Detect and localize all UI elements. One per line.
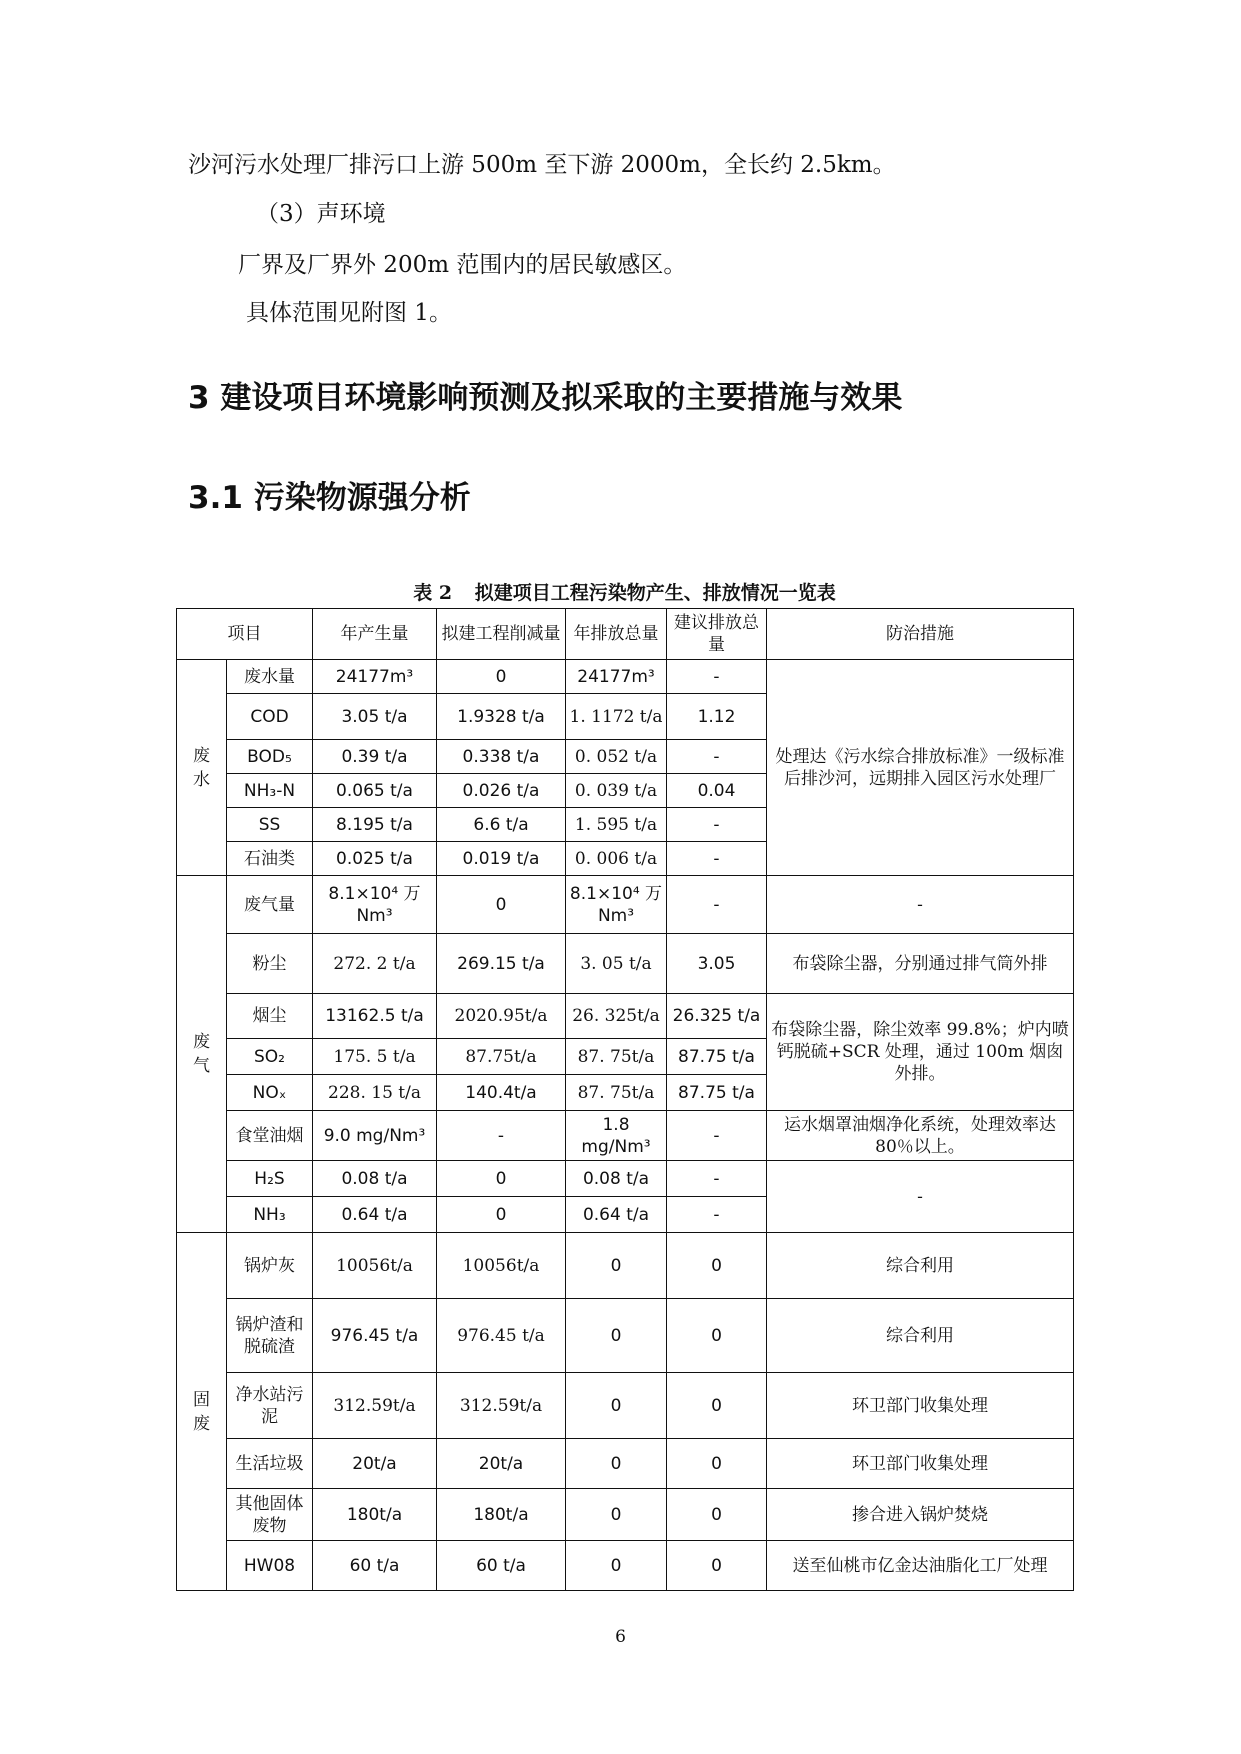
cell: 0 [566,1299,667,1373]
cell: 976.45 t/a [313,1299,437,1373]
cell: 0 [437,1197,566,1233]
gas-measure-kitchen: 运水烟罩油烟净化系统，处理效率达 80％以上。 [767,1111,1074,1161]
cell: - [667,842,767,876]
cell: 10056t/a [313,1233,437,1299]
group-solid-waste: 固废 [177,1233,227,1591]
cell: 掺合进入锅炉焚烧 [767,1489,1074,1541]
cell: 0 [667,1541,767,1591]
cell: 175. 5 t/a [313,1039,437,1075]
cell: HW08 [227,1541,313,1591]
cell: BOD₅ [227,740,313,774]
cell: 0 [566,1233,667,1299]
cell: 送至仙桃市亿金达油脂化工厂处理 [767,1541,1074,1591]
cell: 10056t/a [437,1233,566,1299]
cell: 140.4t/a [437,1075,566,1111]
cell: 312.59t/a [313,1373,437,1439]
cell: - [667,660,767,694]
cell: SO₂ [227,1039,313,1075]
cell: 0.64 t/a [566,1197,667,1233]
table-header-row [177,609,1074,660]
cell: 269.15 t/a [437,934,566,994]
table-row [177,1111,1074,1161]
cell: 0 [566,1489,667,1541]
cell: - [667,876,767,934]
cell: 1. 595 t/a [566,808,667,842]
table-row [177,994,1074,1039]
cell: 1.12 [667,694,767,740]
pollutant-table [176,608,1074,1591]
cell: 0.39 t/a [313,740,437,774]
gas-measure-exhaust: - [767,876,1074,934]
cell: 综合利用 [767,1233,1074,1299]
cell: - [667,1111,767,1161]
cell: 228. 15 t/a [313,1075,437,1111]
cell: - [667,1161,767,1197]
cell: 180t/a [313,1489,437,1541]
cell: 0 [667,1439,767,1489]
page-number: 6 [615,1627,626,1647]
cell: 0.08 t/a [313,1161,437,1197]
cell: 0.08 t/a [566,1161,667,1197]
table-row [177,1541,1074,1591]
cell: 3.05 t/a [313,694,437,740]
cell: 87. 75t/a [566,1039,667,1075]
header-annual-emission: 年排放总量 [566,609,667,660]
table-row [177,1161,1074,1197]
cell: 1.9328 t/a [437,694,566,740]
section-heading: 3 建设项目环境影响预测及拟采取的主要措施与效果 [188,380,903,416]
cell: 0 [667,1233,767,1299]
cell: 综合利用 [767,1299,1074,1373]
cell: 废气量 [227,876,313,934]
cell: 272. 2 t/a [313,934,437,994]
cell: 87.75t/a [437,1039,566,1075]
cell: 其他固体废物 [227,1489,313,1541]
header-item: 项目 [177,609,313,660]
cell: 0.019 t/a [437,842,566,876]
cell: 石油类 [227,842,313,876]
cell: 3. 05 t/a [566,934,667,994]
cell: H₂S [227,1161,313,1197]
gas-measure-boiler: 布袋除尘器，除尘效率 99.8%；炉内喷钙脱硫+SCR 处理，通过 100m 烟囱外排。 [767,994,1074,1111]
paragraph-1: 沙河污水处理厂排污口上游 500m 至下游 2000m，全长约 2.5km。 [188,152,896,178]
table-caption [176,580,1073,606]
cell: 24177m³ [566,660,667,694]
cell: 0 [566,1439,667,1489]
cell: 1. 1172 t/a [566,694,667,740]
cell: 13162.5 t/a [313,994,437,1039]
wastewater-measure: 处理达《污水综合排放标准》一级标准后排沙河，远期排入园区污水处理厂 [767,660,1074,876]
cell: 87.75 t/a [667,1075,767,1111]
table-row [177,660,1074,694]
cell: 60 t/a [437,1541,566,1591]
cell: 粉尘 [227,934,313,994]
cell: 锅炉灰 [227,1233,313,1299]
paragraph-3: 厂界及厂界外 200m 范围内的居民敏感区。 [238,252,687,278]
cell: 9.0 mg/Nm³ [313,1111,437,1161]
cell: NH₃-N [227,774,313,808]
cell: - [667,1197,767,1233]
cell: 0.026 t/a [437,774,566,808]
cell: 食堂油烟 [227,1111,313,1161]
cell: 312.59t/a [437,1373,566,1439]
cell: 0. 039 t/a [566,774,667,808]
cell: 0. 006 t/a [566,842,667,876]
cell: - [667,808,767,842]
cell: 0.065 t/a [313,774,437,808]
cell: 废水量 [227,660,313,694]
cell: 0.338 t/a [437,740,566,774]
cell: 0 [566,1541,667,1591]
table-row [177,1439,1074,1489]
table-row [177,876,1074,934]
cell: 6.6 t/a [437,808,566,842]
cell: 60 t/a [313,1541,437,1591]
cell: 净水站污泥 [227,1373,313,1439]
cell: 0.64 t/a [313,1197,437,1233]
group-waste-gas: 废气 [177,876,227,1233]
cell: 0 [437,660,566,694]
cell: 0.025 t/a [313,842,437,876]
cell: 0 [667,1373,767,1439]
cell: 87.75 t/a [667,1039,767,1075]
cell: 烟尘 [227,994,313,1039]
cell: 8.195 t/a [313,808,437,842]
paragraph-4: 具体范围见附图 1。 [246,300,452,326]
cell: 0 [566,1373,667,1439]
cell: 26.325 t/a [667,994,767,1039]
cell: 生活垃圾 [227,1439,313,1489]
cell: 3.05 [667,934,767,994]
subsection-heading: 3.1 污染物源强分析 [188,480,471,516]
cell: 24177m³ [313,660,437,694]
cell: 87. 75t/a [566,1075,667,1111]
cell: 1.8 mg/Nm³ [566,1111,667,1161]
cell: 锅炉渣和脱硫渣 [227,1299,313,1373]
paragraph-2: （3）声环境 [256,201,386,227]
cell: 0 [667,1299,767,1373]
cell: 0 [437,1161,566,1197]
header-control-measures: 防治措施 [767,609,1074,660]
table-row [177,1489,1074,1541]
cell: 0. 052 t/a [566,740,667,774]
table-row [177,1233,1074,1299]
cell: 环卫部门收集处理 [767,1373,1074,1439]
cell: 2020.95t/a [437,994,566,1039]
cell: NH₃ [227,1197,313,1233]
group-wastewater: 废水 [177,660,227,876]
cell: 20t/a [313,1439,437,1489]
cell: - [437,1111,566,1161]
cell: COD [227,694,313,740]
gas-measure-odor: - [767,1161,1074,1233]
table-row [177,1373,1074,1439]
cell: NOₓ [227,1075,313,1111]
cell: 180t/a [437,1489,566,1541]
header-annual-production: 年产生量 [313,609,437,660]
header-reduction: 拟建工程削减量 [437,609,566,660]
cell: 0 [437,876,566,934]
cell: 26. 325t/a [566,994,667,1039]
cell: 0.04 [667,774,767,808]
table-row [177,1299,1074,1373]
cell: 环卫部门收集处理 [767,1439,1074,1489]
gas-measure-dust: 布袋除尘器，分别通过排气筒外排 [767,934,1074,994]
cell: SS [227,808,313,842]
table-caption-label: 表 2 [413,582,453,604]
cell: 20t/a [437,1439,566,1489]
cell: 0 [667,1489,767,1541]
cell: 8.1×10⁴ 万 Nm³ [313,876,437,934]
table-row [177,934,1074,994]
cell: 8.1×10⁴ 万 Nm³ [566,876,667,934]
cell: 976.45 t/a [437,1299,566,1373]
cell: - [667,740,767,774]
table-caption-title: 拟建项目工程污染物产生、排放情况一览表 [474,582,836,604]
header-suggested-total: 建议排放总量 [667,609,767,660]
